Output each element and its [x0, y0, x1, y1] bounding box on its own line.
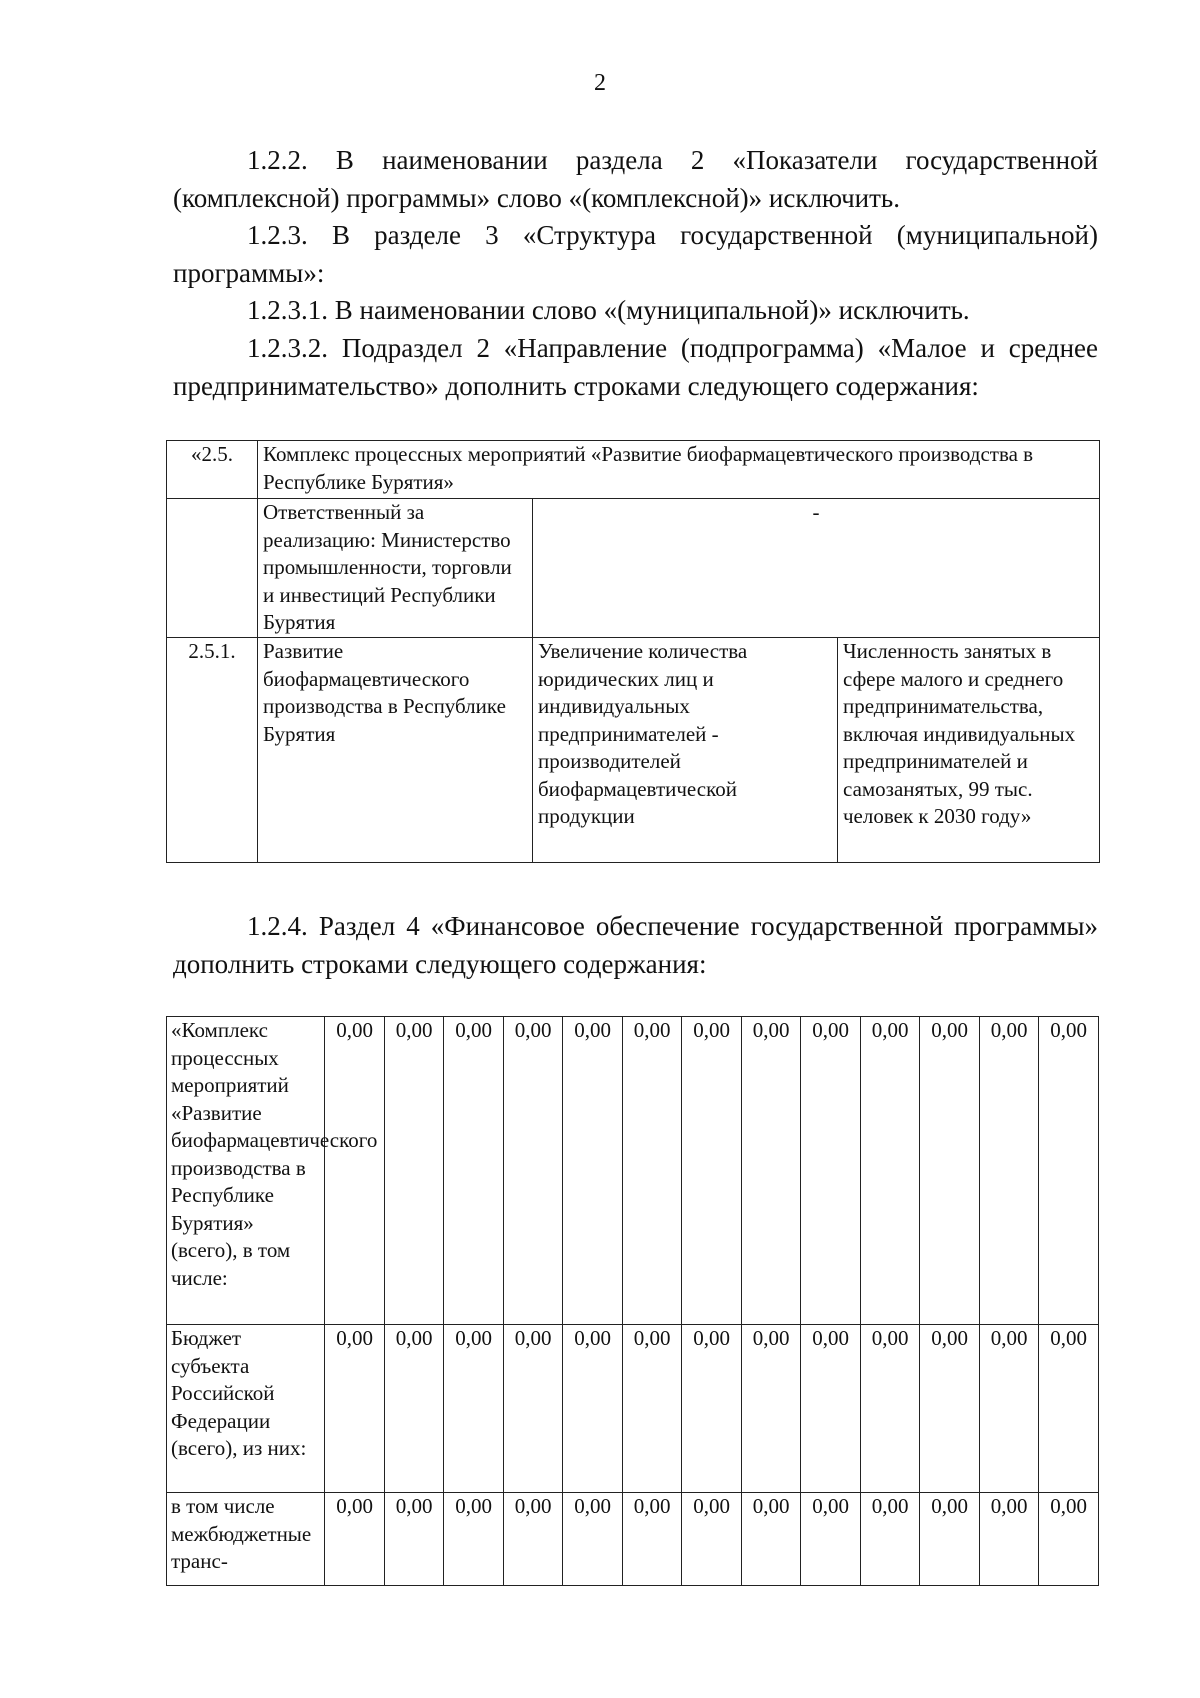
value-cell: 0,00 [384, 1017, 444, 1325]
value-cell: 0,00 [860, 1325, 920, 1493]
value-cell: 0,00 [444, 1493, 504, 1586]
value-cell: 0,00 [741, 1325, 801, 1493]
value-cell: 0,00 [563, 1493, 623, 1586]
table-row [167, 1325, 1099, 1493]
table-row [167, 1017, 1099, 1325]
row-number: 2.5.1. [167, 638, 258, 863]
value-cell: 0,00 [860, 1017, 920, 1325]
row-label-cell: «Комплекс процессных мероприятий «Развитие биофармацевтического производства в Республике Бурятия» (всего), в том числе: [167, 1017, 325, 1325]
value-cell: 0,00 [563, 1017, 623, 1325]
value-cell: 0,00 [979, 1017, 1039, 1325]
paragraph-1-2-2: 1.2.2. В наименовании раздела 2 «Показатели государственной (комплексной) программы» слово «(комплексной)» исключить. [173, 145, 1098, 213]
value-cell: 0,00 [325, 1325, 385, 1493]
value-cell: 0,00 [622, 1493, 682, 1586]
value-cell: 0,00 [979, 1493, 1039, 1586]
task-cell: Развитие биофармацевтического производства в Республике Бурятия [258, 638, 533, 863]
value-cell: 0,00 [920, 1493, 980, 1586]
row-label-cell: в том числе межбюджетные транс- [167, 1493, 325, 1586]
row-number: «2.5. [167, 441, 258, 499]
value-cell: 0,00 [682, 1017, 742, 1325]
value-cell: 0,00 [503, 1017, 563, 1325]
value-cell: 0,00 [622, 1017, 682, 1325]
indicator-cell: Численность занятых в сфере малого и среднего предпринимательства, включая индивидуальных предпринимателей и самозанятых, 99 тыс. человек к 2030 году» [838, 638, 1100, 863]
effect-cell: Увеличение количества юридических лиц и индивидуальных предпринимателей - производителей биофармацевтической продукции [533, 638, 838, 863]
table-row [167, 1493, 1099, 1586]
value-cell: 0,00 [1039, 1493, 1099, 1586]
value-cell: 0,00 [503, 1493, 563, 1586]
value-cell: 0,00 [979, 1325, 1039, 1493]
table-row [167, 499, 1100, 638]
page-number: 2 [594, 70, 606, 96]
value-cell: 0,00 [503, 1325, 563, 1493]
empty-cell [167, 499, 258, 638]
value-cell: 0,00 [920, 1017, 980, 1325]
value-cell: 0,00 [444, 1017, 504, 1325]
value-cell: 0,00 [444, 1325, 504, 1493]
paragraph-1-2-3: 1.2.3. В разделе 3 «Структура государственной (муниципальной) программы»: [173, 220, 1098, 288]
value-cell: 0,00 [801, 1493, 861, 1586]
responsible-value-cell: - [533, 499, 1100, 638]
complex-title-cell: Комплекс процессных мероприятий «Развитие биофармацевтического производства в Республике Бурятия» [258, 441, 1100, 499]
value-cell: 0,00 [682, 1325, 742, 1493]
responsible-cell: Ответственный за реализацию: Министерство промышленности, торговли и инвестиций Республики Бурятия [258, 499, 533, 638]
value-cell: 0,00 [860, 1493, 920, 1586]
value-cell: 0,00 [622, 1325, 682, 1493]
value-cell: 0,00 [741, 1017, 801, 1325]
paragraph-1-2-3-2: 1.2.3.2. Подраздел 2 «Направление (подпрограмма) «Малое и среднее предпринимательство» дополнить строками следующего содержания: [173, 332, 1098, 401]
finance-table [166, 1016, 1099, 1586]
intro-text [173, 142, 1098, 405]
value-cell: 0,00 [741, 1493, 801, 1586]
value-cell: 0,00 [1039, 1017, 1099, 1325]
row-label-cell: Бюджет субъекта Российской Федерации (всего), из них: [167, 1325, 325, 1493]
value-cell: 0,00 [682, 1493, 742, 1586]
paragraph-1-2-4: 1.2.4. Раздел 4 «Финансовое обеспечение государственной программы» дополнить строками следующего содержания: [173, 911, 1098, 979]
value-cell: 0,00 [801, 1017, 861, 1325]
structure-table [166, 440, 1100, 863]
value-cell: 0,00 [1039, 1325, 1099, 1493]
value-cell: 0,00 [920, 1325, 980, 1493]
value-cell: 0,00 [801, 1325, 861, 1493]
value-cell: 0,00 [563, 1325, 623, 1493]
value-cell: 0,00 [384, 1493, 444, 1586]
table-row [167, 638, 1100, 863]
table-row [167, 441, 1100, 499]
value-cell: 0,00 [325, 1017, 385, 1325]
value-cell: 0,00 [325, 1493, 385, 1586]
value-cell: 0,00 [384, 1325, 444, 1493]
section4-text [173, 908, 1098, 983]
paragraph-1-2-3-1: 1.2.3.1. В наименовании слово «(муниципальной)» исключить. [247, 295, 970, 326]
